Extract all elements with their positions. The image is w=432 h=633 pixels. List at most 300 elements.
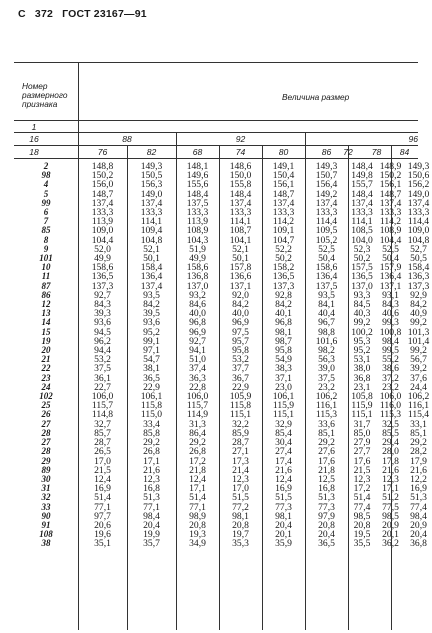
table-cell: 95,7 <box>232 335 249 347</box>
table-cell: 136,4 <box>379 271 402 283</box>
table-cell: 40,1 <box>275 308 292 320</box>
table-cell: 136,5 <box>91 271 114 283</box>
table-cell: 36,7 <box>232 372 249 384</box>
row-size-number: 28 <box>41 446 51 457</box>
row-size-number: 87 <box>41 280 51 291</box>
table-cell: 16,9 <box>275 483 292 495</box>
table-cell: 150,6 <box>407 170 430 182</box>
row-size-number: 22 <box>41 363 51 374</box>
table-cell: 33,6 <box>318 418 335 430</box>
table-cell: 98,4 <box>143 510 160 522</box>
table-cell: 92,8 <box>275 289 292 301</box>
table-cell: 20,8 <box>353 519 371 531</box>
table-cell: 50,2 <box>275 253 292 265</box>
table-cell: 40,6 <box>382 308 399 320</box>
row-size-number: 10 <box>41 262 51 273</box>
row-size-number: 86 <box>41 289 51 300</box>
table-cell: 137,4 <box>379 197 402 209</box>
table-cell: 37,2 <box>382 372 399 384</box>
table-cell: 92,9 <box>410 289 427 301</box>
table-cell: 137,3 <box>91 280 114 292</box>
table-cell: 133,3 <box>186 207 209 219</box>
table-cell: 20,1 <box>275 529 292 541</box>
table-cell: 17,1 <box>382 483 399 495</box>
table-cell: 52,1 <box>143 243 160 255</box>
table-cell: 22,8 <box>189 381 206 393</box>
table-cell: 20,8 <box>318 519 335 531</box>
table-cell: 96,2 <box>94 335 111 347</box>
table-cell: 86,4 <box>189 427 206 439</box>
table-cell: 149,8 <box>351 170 373 182</box>
table-cell: 84,2 <box>275 299 292 311</box>
table-cell: 52,5 <box>382 243 399 255</box>
header-divider-2 <box>14 132 418 133</box>
table-cell: 51,3 <box>318 492 335 504</box>
row-size-number: 25 <box>41 400 51 411</box>
row-size-number: 102 <box>39 391 53 402</box>
table-cell: 36,2 <box>382 538 399 550</box>
row-size-number: 99 <box>41 197 51 208</box>
table-cell: 109,0 <box>91 225 114 237</box>
table-cell: 84,5 <box>353 299 371 311</box>
table-cell: 35,1 <box>94 538 111 550</box>
table-cell: 106,2 <box>407 391 430 403</box>
table-cell: 150,2 <box>91 170 114 182</box>
table-cell: 149,3 <box>140 161 163 172</box>
table-cell: 32,7 <box>94 418 111 430</box>
table-cell: 23,1 <box>353 381 371 393</box>
table-cell: 97,7 <box>94 510 111 522</box>
table-cell: 17,9 <box>410 455 427 467</box>
table-cell: 50,1 <box>143 253 160 265</box>
table-cell: 137,5 <box>186 197 209 209</box>
subcolumn-header: 80 <box>278 147 289 157</box>
table-cell: 30,4 <box>275 437 292 449</box>
subcolumn-header: 72 <box>343 147 353 157</box>
row-size-number: 2 <box>43 161 49 171</box>
table-cell: 101,6 <box>315 335 338 347</box>
table-cell: 40,9 <box>410 308 427 320</box>
table-cell: 12,3 <box>143 473 160 485</box>
table-cell: 137,4 <box>272 197 295 209</box>
table-cell: 158,4 <box>140 262 163 274</box>
row-size-number: 30 <box>41 473 51 484</box>
table-cell: 27,9 <box>353 437 371 449</box>
table-cell: 27,7 <box>353 446 371 458</box>
table-cell: 115,1 <box>229 409 252 421</box>
table-cell: 22,9 <box>232 381 249 393</box>
table-cell: 37,4 <box>189 363 206 375</box>
table-cell: 106,1 <box>272 391 295 403</box>
table-cell: 84,3 <box>94 299 111 311</box>
table-cell: 56,3 <box>318 354 335 366</box>
table-cell: 17,0 <box>232 483 249 495</box>
table-cell: 98,8 <box>318 326 335 338</box>
row-size-number: 11 <box>41 271 51 282</box>
table-cell: 38,1 <box>143 363 160 375</box>
table-cell: 98,5 <box>353 510 371 522</box>
table-cell: 137,4 <box>407 197 430 209</box>
table-cell: 19,5 <box>353 529 371 541</box>
row-size-number: 13 <box>41 308 51 319</box>
table-cell: 51,3 <box>143 492 160 504</box>
table-cell: 94,4 <box>94 345 111 357</box>
page-header <box>18 8 153 20</box>
table-cell: 36,8 <box>410 538 427 550</box>
row-label-18: 18 <box>29 147 39 157</box>
table-cell: 20,9 <box>410 519 427 531</box>
table-cell: 12,2 <box>410 473 427 485</box>
table-cell: 156,1 <box>379 179 402 191</box>
table-cell: 84,1 <box>318 299 335 311</box>
table-cell: 29,2 <box>189 437 206 449</box>
table-cell: 21,8 <box>189 464 206 476</box>
table-cell: 51,5 <box>275 492 292 504</box>
table-cell: 108,7 <box>229 225 252 237</box>
table-cell: 156,0 <box>91 179 114 191</box>
table-cell: 36,1 <box>94 372 111 384</box>
row-size-number: 8 <box>43 234 49 245</box>
table-cell: 96,8 <box>275 317 292 329</box>
standard-title: ГОСТ 23167—91 <box>62 8 147 20</box>
row-size-number: 6 <box>43 207 49 218</box>
table-row <box>14 539 432 548</box>
table-cell: 53,2 <box>232 354 249 366</box>
table-cell: 22,7 <box>94 381 111 393</box>
table-cell: 54,7 <box>143 354 160 366</box>
table-cell: 21,6 <box>382 464 399 476</box>
table-cell: 20,4 <box>318 529 335 541</box>
table-cell: 37,6 <box>410 372 427 384</box>
table-cell: 29,4 <box>382 437 399 449</box>
table-cell: 149,6 <box>186 170 209 182</box>
table-cell: 148,6 <box>229 161 252 172</box>
table-cell: 149,3 <box>407 161 430 172</box>
table-cell: 149,0 <box>407 188 430 200</box>
table-cell: 28,0 <box>382 446 399 458</box>
table-cell: 84,2 <box>410 299 427 311</box>
row-size-number: 5 <box>43 188 49 199</box>
table-cell: 109,1 <box>272 225 295 237</box>
header-divider-4 <box>14 158 418 159</box>
table-cell: 116,1 <box>407 400 430 412</box>
table-cell: 77,2 <box>232 501 249 513</box>
subcolumn-header: 78 <box>371 147 382 157</box>
table-cell: 26,5 <box>94 446 111 458</box>
table-cell: 150,5 <box>140 170 163 182</box>
table-cell: 105,8 <box>351 391 373 403</box>
table-cell: 12,4 <box>189 473 206 485</box>
table-cell: 40,3 <box>353 308 371 320</box>
table-cell: 115,7 <box>186 400 209 412</box>
table-cell: 148,9 <box>379 161 402 172</box>
table-cell: 115,8 <box>229 400 252 412</box>
table-cell: 51,4 <box>353 492 371 504</box>
table-cell: 150,2 <box>379 170 402 182</box>
table-cell: 77,3 <box>318 501 335 513</box>
table-cell: 92,0 <box>232 289 249 301</box>
row-size-number: 32 <box>41 492 51 503</box>
table-cell: 20,4 <box>410 529 427 541</box>
table-cell: 85,8 <box>143 427 160 439</box>
subcolumn-header: 82 <box>146 147 157 157</box>
table-cell: 93,1 <box>382 289 399 301</box>
table-cell: 108,5 <box>351 225 373 237</box>
row-size-number: 85 <box>41 225 51 236</box>
table-cell: 133,3 <box>140 207 163 219</box>
table-cell: 158,2 <box>272 262 295 274</box>
table-cell: 136,6 <box>229 271 252 283</box>
header-divider-1 <box>14 120 418 121</box>
table-cell: 115,0 <box>140 409 163 421</box>
table-cell: 17,3 <box>232 455 249 467</box>
table-cell: 114,1 <box>229 216 252 228</box>
table-cell: 21,4 <box>232 464 249 476</box>
page-letter: С <box>18 8 26 20</box>
table-cell: 12,3 <box>382 473 399 485</box>
page-number: 372 <box>34 8 54 20</box>
table-cell: 96,9 <box>189 326 206 338</box>
table-cell: 114,9 <box>186 409 209 421</box>
table-cell: 19,6 <box>94 529 111 541</box>
subcolumn-header: 68 <box>192 147 203 157</box>
row-size-number: 29 <box>41 455 51 466</box>
table-cell: 158,6 <box>186 262 209 274</box>
row-size-number: 31 <box>41 483 51 494</box>
table-cell: 17,1 <box>143 455 160 467</box>
table-cell: 77,4 <box>410 501 427 513</box>
row-size-number: 4 <box>43 179 49 190</box>
table-cell: 104,4 <box>379 234 402 246</box>
table-cell: 99,1 <box>143 335 160 347</box>
table-cell: 38,3 <box>275 363 292 375</box>
table-cell: 115,3 <box>379 409 402 421</box>
row-size-number: 14 <box>41 317 51 328</box>
table-cell: 21,6 <box>410 464 427 476</box>
row-size-number: 91 <box>41 519 51 530</box>
table-cell: 52,2 <box>275 243 292 255</box>
table-cell: 137,4 <box>140 280 163 292</box>
table-cell: 50,4 <box>318 253 335 265</box>
table-cell: 84,2 <box>143 299 160 311</box>
table-cell: 108,9 <box>379 225 402 237</box>
table-cell: 55,2 <box>382 354 399 366</box>
table-cell: 115,8 <box>140 400 163 412</box>
table-cell: 53,2 <box>94 354 111 366</box>
table-cell: 92,7 <box>94 289 111 301</box>
table-cell: 94,1 <box>189 345 206 357</box>
subcolumn-header: 74 <box>235 147 246 157</box>
table-cell: 52,5 <box>318 243 335 255</box>
table-cell: 133,3 <box>351 207 373 219</box>
table-cell: 36,5 <box>318 538 335 550</box>
table-cell: 20,6 <box>94 519 111 531</box>
row-size-number: 90 <box>41 510 51 521</box>
row-label-title: Номер размерного признака <box>22 81 68 109</box>
table-cell: 50,1 <box>232 253 249 265</box>
table-cell: 27,6 <box>318 446 335 458</box>
table-cell: 104,3 <box>186 234 209 246</box>
data-table <box>14 162 432 549</box>
table-cell: 100,2 <box>351 326 373 338</box>
table-cell: 12,3 <box>232 473 249 485</box>
row-size-number: 98 <box>41 170 51 181</box>
table-cell: 148,1 <box>186 161 209 172</box>
row-size-number: 21 <box>41 354 51 365</box>
table-cell: 115,7 <box>91 400 114 412</box>
table-cell: 137,1 <box>379 280 402 292</box>
table-cell: 26,8 <box>189 446 206 458</box>
header-divider-3 <box>14 145 418 146</box>
table-cell: 27,4 <box>275 446 292 458</box>
table-cell: 137,0 <box>351 280 373 292</box>
table-cell: 17,4 <box>275 455 292 467</box>
table-cell: 99,2 <box>410 345 427 357</box>
table-cell: 85,0 <box>353 427 371 439</box>
row-size-number: 27 <box>41 437 51 448</box>
table-cell: 35,3 <box>232 538 249 550</box>
table-cell: 39,0 <box>318 363 335 375</box>
row-label-16: 16 <box>29 134 39 144</box>
table-cell: 85,1 <box>318 427 335 439</box>
table-cell: 136,5 <box>272 271 295 283</box>
table-cell: 95,3 <box>353 335 371 347</box>
table-cell: 85,1 <box>410 427 427 439</box>
table-cell: 31,3 <box>189 418 206 430</box>
table-cell: 101,3 <box>407 326 430 338</box>
table-cell: 114,1 <box>140 216 163 228</box>
table-cell: 106,0 <box>186 391 209 403</box>
table-cell: 106,0 <box>379 391 402 403</box>
table-cell: 104,7 <box>272 234 295 246</box>
table-cell: 137,0 <box>186 280 209 292</box>
table-cell: 149,0 <box>140 188 163 200</box>
row-size-number: 9 <box>43 243 49 254</box>
table-cell: 114,4 <box>315 216 338 228</box>
row-size-number: 7 <box>43 216 49 227</box>
table-cell: 136,4 <box>140 271 163 283</box>
table-cell: 115,1 <box>351 409 373 421</box>
table-cell: 49,9 <box>189 253 206 265</box>
table-cell: 51,2 <box>382 492 399 504</box>
table-cell: 37,1 <box>275 372 292 384</box>
table-cell: 158,6 <box>315 262 338 274</box>
table-cell: 136,3 <box>407 271 430 283</box>
table-cell: 77,3 <box>275 501 292 513</box>
table-top-border <box>14 62 418 63</box>
row-size-number: 28 <box>41 427 51 438</box>
table-cell: 17,1 <box>189 483 206 495</box>
table-cell: 99,3 <box>382 317 399 329</box>
table-cell: 20,9 <box>382 519 399 531</box>
group-92: 92 <box>235 134 246 144</box>
table-cell: 39,3 <box>94 308 111 320</box>
table-cell: 17,6 <box>353 455 371 467</box>
table-cell: 32,9 <box>275 418 292 430</box>
table-cell: 51,9 <box>189 243 206 255</box>
table-cell: 28,7 <box>232 437 249 449</box>
table-cell: 17,2 <box>189 455 206 467</box>
table-cell: 12,5 <box>318 473 335 485</box>
row-size-number: 33 <box>41 501 51 512</box>
table-cell: 113,9 <box>186 216 209 228</box>
table-cell: 137,3 <box>407 280 430 292</box>
table-cell: 98,2 <box>318 345 335 357</box>
table-cell: 16,9 <box>94 483 111 495</box>
row-size-number: 20 <box>41 345 51 356</box>
table-cell: 51,3 <box>410 492 427 504</box>
table-cell: 106,1 <box>140 391 163 403</box>
table-cell: 150,0 <box>229 170 252 182</box>
table-cell: 37,5 <box>318 372 335 384</box>
table-cell: 20,8 <box>232 519 249 531</box>
table-cell: 17,2 <box>353 483 371 495</box>
table-cell: 32,2 <box>232 418 249 430</box>
table-cell: 35,5 <box>353 538 371 550</box>
table-cell: 114,2 <box>379 216 402 228</box>
table-cell: 29,2 <box>410 437 427 449</box>
table-cell: 31,7 <box>353 418 371 430</box>
table-cell: 133,3 <box>315 207 338 219</box>
table-cell: 148,7 <box>91 188 114 200</box>
table-cell: 51,0 <box>189 354 206 366</box>
table-cell: 109,5 <box>315 225 338 237</box>
table-cell: 77,1 <box>189 501 206 513</box>
table-cell: 137,4 <box>140 197 163 209</box>
table-cell: 20,8 <box>189 519 206 531</box>
group-title: Величина размер <box>282 92 350 102</box>
table-cell: 150,4 <box>272 170 295 182</box>
table-cell: 155,7 <box>351 179 373 191</box>
table-cell: 114,8 <box>91 409 114 421</box>
row-size-number: 38 <box>41 538 51 549</box>
table-cell: 148,4 <box>229 188 252 200</box>
table-cell: 56,7 <box>410 354 427 366</box>
table-cell: 20,4 <box>275 519 292 531</box>
table-cell: 93,3 <box>353 289 371 301</box>
table-cell: 133,3 <box>272 207 295 219</box>
row-label-i: 1 <box>31 122 37 132</box>
subcolumn-header: 84 <box>399 147 410 157</box>
table-cell: 77,1 <box>143 501 160 513</box>
table-cell: 24,4 <box>410 381 427 393</box>
table-cell: 98,4 <box>410 510 427 522</box>
table-cell: 95,8 <box>232 345 249 357</box>
row-size-number: 108 <box>39 529 53 540</box>
table-cell: 50,2 <box>353 253 371 265</box>
table-cell: 148,7 <box>272 188 295 200</box>
table-cell: 148,7 <box>379 188 402 200</box>
table-cell: 40,0 <box>189 308 206 320</box>
table-cell: 115,9 <box>351 400 373 412</box>
table-cell: 104,4 <box>91 234 114 246</box>
table-cell: 53,1 <box>353 354 371 366</box>
table-cell: 23,2 <box>382 381 399 393</box>
table-cell: 32,5 <box>382 418 399 430</box>
table-cell: 49,9 <box>94 253 111 265</box>
table-cell: 115,4 <box>407 409 430 421</box>
row-size-number: 27 <box>41 418 51 429</box>
table-cell: 101,4 <box>407 335 430 347</box>
table-cell: 23,2 <box>318 381 335 393</box>
table-cell: 19,7 <box>232 529 249 541</box>
table-cell: 16,8 <box>318 483 335 495</box>
table-cell: 133,3 <box>91 207 114 219</box>
table-cell: 105,2 <box>315 234 338 246</box>
table-cell: 50,5 <box>410 253 427 265</box>
table-cell: 16,9 <box>410 483 427 495</box>
table-cell: 109,0 <box>407 225 430 237</box>
